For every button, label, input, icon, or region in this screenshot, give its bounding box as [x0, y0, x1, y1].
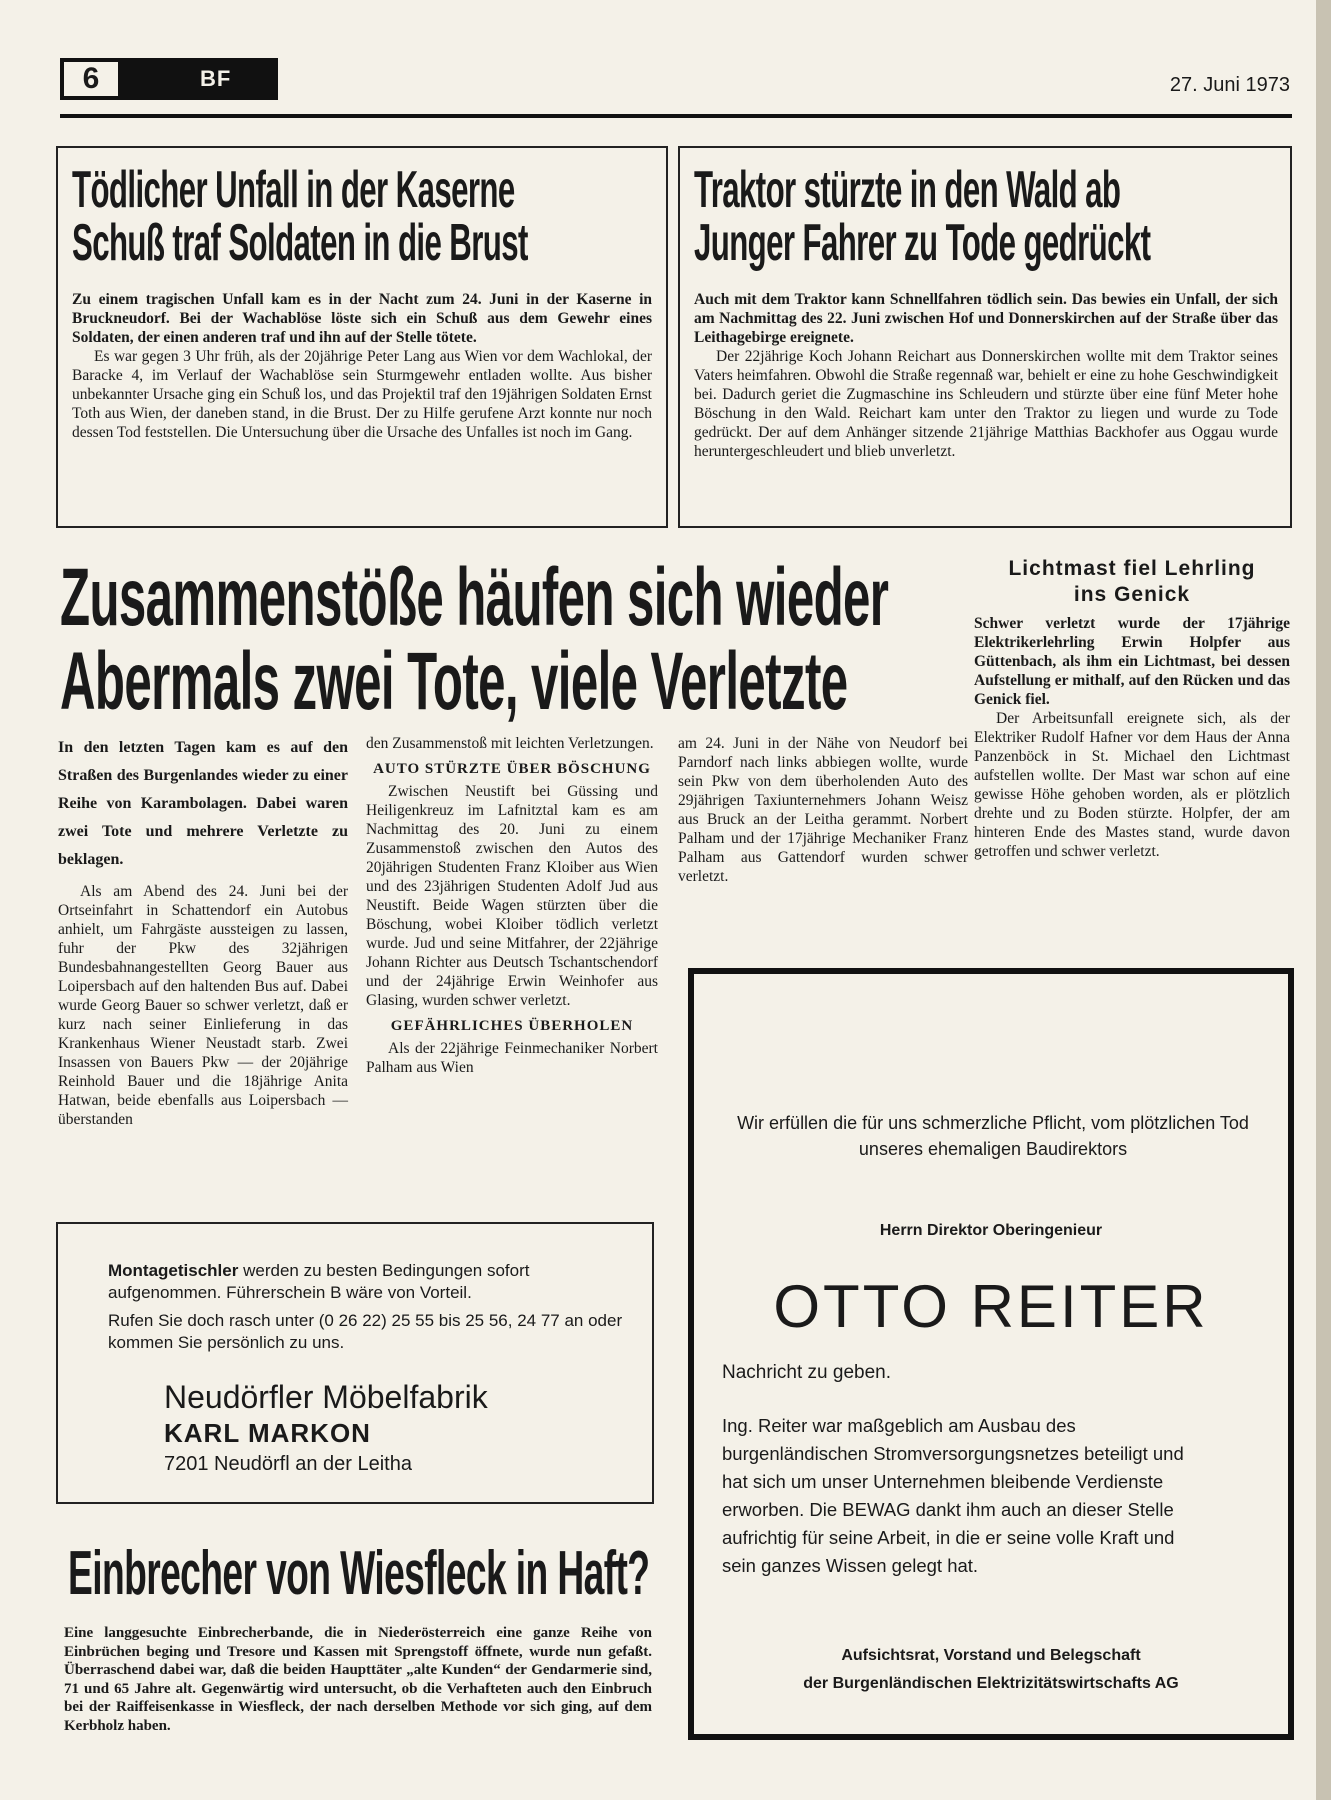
lead-zusammenstoesse: In den letzten Tagen kam es auf den Straßen des Burgenlandes wieder zu einer Reihe von Karambolagen. Dabei waren zwei Tote und mehrere Verletzte zu beklagen. [58, 739, 348, 868]
body-einbrecher: Eine langgesuchte Einbrecherbande, die in Niederösterreich eine ganze Reihe von Einbrüchen beging und Tresore und Kassen mit Sprengstoff öffnete, wurde nun gefaßt. Überraschend dabei war, daß die beiden Haupttäter „alte Kunden“ der Gendarmerie sind, 71 und 65 Jahre alt. Gegenwärtig wird untersucht, ob die Verhafteten auch den Einbruch bei der Raiffeisenkasse in Wiesfleck, der nach derselben Methode vor sich ging, auf dem Kerbholz haben. [64, 1625, 652, 1734]
obituary-name: OTTO REITER [773, 1273, 1209, 1340]
obituary-signature-2: der Burgenländischen Elektrizitätswirtschafts AG [803, 1675, 1179, 1692]
body-zusammenstoesse-col2-mid: Zwischen Neustift bei Güssing und Heiligenkreuz im Lafnitztal kam es am Nachmittag des 20. Juni zu einem Zusammenstoß zwischen den Autos des 20jährigen Studenten Franz Kloiber aus Wien und des 23jährigen Studenten Adolf Jud aus Neustift. Beide Wagen stürzten über die Böschung, wobei Kloiber tödlich verletzt wurde. Jud und seine Mitfahrer, der 22jährige Johann Richter aus Deutsch Tschantschendorf und der 24jährige Erwin Weinhofer aus Glasing, wurden schwer verletzt. [366, 783, 658, 1009]
obituary-notice [688, 968, 1294, 1740]
obituary-signature-1: Aufsichtsrat, Vorstand und Belegschaft [841, 1647, 1141, 1664]
page-number-box [60, 58, 122, 100]
zusammenstoesse-col3 [678, 734, 968, 886]
headline-zusammenstoesse-2: Abermals zwei Tote, viele Verletzte [60, 635, 848, 724]
body-zusammenstoesse-col2-bottom: Als der 22jährige Feinmechaniker Norbert Palham aus Wien [366, 1040, 658, 1076]
zusammenstoesse-col1 [58, 734, 348, 1129]
body-zusammenstoesse-col3: am 24. Juni in der Nähe von Neudorf bei Parndorf nach links abbiegen wollte, wurde sein Pkw von dem überholenden Auto des 29jährigen Taxiunternehmers Johann Weisz aus Bruck an der Leitha gerammt. Norbert Palham und der 17jährige Mechaniker Franz Palham aus Gattendorf wurden schwer verletzt. [678, 735, 968, 885]
body-traktor: Der 22jährige Koch Johann Reichart aus Donnerskirchen wollte mit dem Traktor seines Vaters heimfahren. Obwohl die Straße regennaß war, behielt er eine zu hohe Geschwindigkeit bei. Dadurch geriet die Zugmaschine ins Schleudern und stürzte über eine fünf Meter hohe Böschung in den Wald. Reichart kam unter den Traktor zu liegen und wurde zu Tode gedrückt. Der auf dem Anhänger sitzende 21jährige Matthias Backhofer aus Oggau wurde heruntergeschleudert und blieb unverletzt. [694, 348, 1278, 460]
ad-line1-rest: werden zu besten Bedingungen sofort aufgenommen. Führerschein B wäre von Vorteil. [108, 1261, 530, 1302]
headline-block-zusammenstoesse [60, 556, 980, 724]
subhead-ueberholen: GEFÄHRLICHES ÜBERHOLEN [390, 1018, 634, 1034]
body-kaserne: Es war gegen 3 Uhr früh, als der 20jährige Peter Lang aus Wien vor dem Wachlokal, der Baracke 4, im Verlauf der Wachablöse sein Sturmgewehr entladen wollte. Aus bisher unbekannter Ursache ging ein Schuß los, und das Projektil traf den 19jährigen Soldaten Ernst Toth aus Wien, der daneben stand, in die Brust. Der zu Hilfe gerufene Arzt konnte nur noch dessen Tod feststellen. Die Untersuchung über die Ursache des Unfalles ist noch im Gang. [72, 348, 652, 441]
issue-date: 27. Juni 1973 [1169, 74, 1290, 96]
headline-traktor-1: Traktor stürzte in den Wald ab [694, 164, 1121, 219]
ad-line2: Rufen Sie doch rasch unter (0 26 22) 25 55 bis 25 56, 24 77 an oder kommen Sie persönlich zu uns. [108, 1311, 623, 1352]
lead-kaserne: Zu einem tragischen Unfall kam es in der Nacht zum 24. Juni in der Kaserne in Bruckneudorf. Bei der Wachablöse löste sich ein Schuß aus dem Gewehr eines Soldaten, der einen anderen traf und ihn auf der Stelle tötete. [72, 291, 652, 346]
article-traktor [678, 146, 1292, 528]
headline-einbrecher: Einbrecher von Wiesfleck in Haft? [68, 1542, 650, 1608]
headline-lichtmast-1: Lichtmast fiel Lehrling [1008, 557, 1256, 580]
body-zusammenstoesse-col1: Als am Abend des 24. Juni bei der Ortseinfahrt in Schattendorf ein Autobus anhielt, um Fahrgäste aussteigen zu lassen, fuhr der Pkw des 32jährigen Bundesbahnangestellten Georg Bauer aus Loipersbach auf den haltenden Bus auf. Dabei wurde Georg Bauer so schwer verletzt, daß er kurz nach seiner Einlieferung in das Krankenhaus Wiener Neustadt starb. Zwei Insassen von Bauers Pkw — der 20jährige Reinhold Bauer und die 18jährige Anita Hatwan, beide ebenfalls aus Loipersbach — überstanden [58, 883, 348, 1128]
article-kaserne [56, 146, 668, 528]
lead-lichtmast: Schwer verletzt wurde der 17jährige Elektrikerlehrling Erwin Holpfer aus Güttenbach, als ihm ein Lichtmast, bei dessen Aufstellung er mithalf, auf den Rücken und das Genick fiel. [974, 615, 1290, 708]
article-einbrecher [64, 1624, 652, 1735]
headline-block-einbrecher [68, 1542, 708, 1608]
body-zusammenstoesse-col2-top: den Zusammenstoß mit leichten Verletzungen. [366, 735, 654, 752]
article-lichtmast [974, 556, 1290, 861]
ad-company: Neudörfler Möbelfabrik [164, 1379, 488, 1415]
section-label: BF [200, 66, 232, 91]
headline-kaserne-2: Schuß traf Soldaten in die Brust [72, 214, 528, 272]
headline-lichtmast-2: ins Genick [1073, 583, 1191, 606]
header-rule [60, 114, 1292, 118]
page-number: 6 [82, 62, 100, 95]
lead-traktor: Auch mit dem Traktor kann Schnellfahren tödlich sein. Das bewies ein Unfall, der sich am Nachmittag des 22. Juni zwischen Hof und Donnerskirchen auf der Straße über das Leithagebirge ereignete. [694, 291, 1278, 346]
ad-line1-bold: Montagetischler [108, 1261, 239, 1280]
zusammenstoesse-col2 [366, 734, 658, 1077]
subhead-boeschung: AUTO STÜRZTE ÜBER BÖSCHUNG [373, 761, 651, 777]
body-lichtmast: Der Arbeitsunfall ereignete sich, als der Elektriker Rudolf Hafner vor dem Haus der Anna Panzenböck in St. Michael den Lichtmast aufstellen wollte. Der Mast war schon auf eine gewisse Höhe gehoben worden, als er plötzlich drehte und zu Boden stürzte. Holpfer, der am hinteren Ende des Mastes stand, wurde davon getroffen und schwer verletzt. [974, 710, 1290, 860]
ad-line1 [108, 1260, 638, 1304]
obituary-body: Ing. Reiter war maßgeblich am Ausbau des burgenländischen Stromversorgungsnetzes beteiligt und hat sich um unser Unternehmen bleibende Verdienste erworben. Die BEWAG dankt ihm auch an dieser Stelle aufrichtig für seine Arbeit, in die er seine volle Kraft und sein ganzes Wissen gelegt hat. [722, 1415, 1184, 1576]
page-edge [1316, 0, 1331, 1800]
ad-address: 7201 Neudörfl an der Leitha [164, 1453, 412, 1475]
job-ad [56, 1222, 654, 1504]
obituary-title: Herrn Direktor Oberingenieur [879, 1222, 1103, 1239]
headline-kaserne-1: Tödlicher Unfall in der Kaserne [72, 164, 515, 219]
headline-zusammenstoesse-1: Zusammenstöße häufen sich wieder [60, 556, 889, 643]
obituary-notice-line: Nachricht zu geben. [722, 1362, 891, 1383]
headline-traktor-2: Junger Fahrer zu Tode gedrückt [694, 214, 1151, 272]
obituary-intro: Wir erfüllen die für uns schmerzliche Pflicht, vom plötzlichen Tod unseres ehemaligen Baudirektors [737, 1113, 1249, 1159]
ad-owner: KARL MARKON [164, 1418, 371, 1448]
